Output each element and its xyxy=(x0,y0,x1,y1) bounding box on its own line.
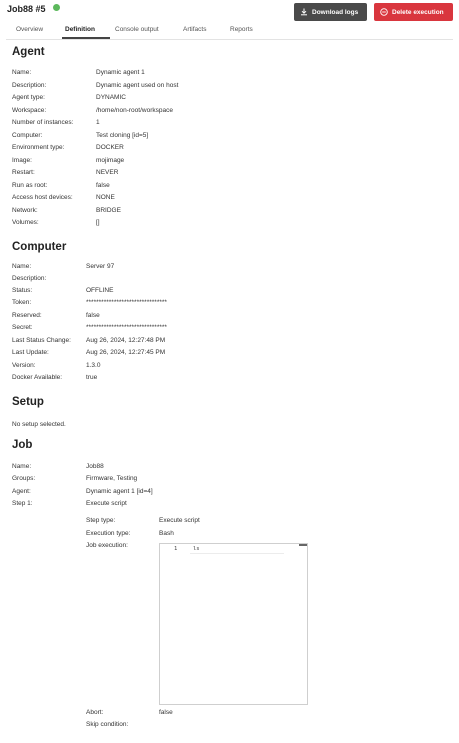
computer-token-label: Token: xyxy=(12,299,32,306)
computer-secret-label: Secret: xyxy=(12,324,33,331)
agent-host-devices-label: Access host devices: xyxy=(12,194,73,201)
agent-instances-value: 1 xyxy=(96,119,100,126)
agent-description-label: Description: xyxy=(12,82,47,89)
editor-scrollbar[interactable] xyxy=(299,544,307,546)
tab-artifacts[interactable]: Artifacts xyxy=(183,26,207,33)
agent-restart-value: NEVER xyxy=(96,169,119,176)
computer-name-value: Server 97 xyxy=(86,263,115,270)
computer-last-update-label: Last Update: xyxy=(12,349,49,356)
status-indicator xyxy=(53,4,60,11)
execution-type-value: Bash xyxy=(159,530,174,537)
job-groups-value: Firmware, Testing xyxy=(86,475,138,482)
download-logs-button[interactable] xyxy=(294,3,367,21)
agent-host-devices-value: NONE xyxy=(96,194,115,201)
agent-run-as-root-label: Run as root: xyxy=(12,182,48,189)
job-name-label: Name: xyxy=(12,463,32,470)
tab-console-output[interactable]: Console output xyxy=(115,26,159,33)
agent-image-value: mojimage xyxy=(96,157,125,164)
setup-empty-text: No setup selected. xyxy=(12,421,66,428)
tab-reports[interactable]: Reports xyxy=(230,26,253,33)
agent-name-label: Name: xyxy=(12,69,32,76)
agent-type-label: Agent type: xyxy=(12,94,45,101)
minus-circle-icon xyxy=(380,8,388,16)
delete-execution-button[interactable] xyxy=(374,3,453,21)
download-logs-label: Download logs xyxy=(312,8,359,16)
skip-condition-label: Skip condition: xyxy=(86,721,129,728)
abort-label: Abort: xyxy=(86,709,104,716)
job-execution-code-editor[interactable] xyxy=(159,543,308,705)
agent-run-as-root-value: false xyxy=(96,182,110,189)
job-step-1-value: Execute script xyxy=(86,500,127,507)
agent-instances-label: Number of instances: xyxy=(12,119,74,126)
computer-last-update-value: Aug 26, 2024, 12:27:45 PM xyxy=(86,349,166,356)
agent-network-label: Network: xyxy=(12,207,38,214)
job-step-1-label: Step 1: xyxy=(12,500,33,507)
job-groups-label: Groups: xyxy=(12,475,36,482)
delete-execution-label: Delete execution xyxy=(392,8,444,16)
computer-token-value: ******************************** xyxy=(86,299,167,306)
agent-workspace-value: /home/non-root/workspace xyxy=(96,107,173,114)
computer-section-title: Computer xyxy=(12,241,67,253)
job-name-value: Job88 xyxy=(86,463,104,470)
setup-section-title: Setup xyxy=(12,396,44,408)
job-execution-label: Job execution: xyxy=(86,542,128,549)
computer-name-label: Name: xyxy=(12,263,32,270)
agent-workspace-label: Workspace: xyxy=(12,107,47,114)
tab-overview[interactable]: Overview xyxy=(16,26,44,33)
computer-reserved-label: Reserved: xyxy=(12,312,42,319)
download-icon xyxy=(300,8,308,16)
agent-computer-label: Computer: xyxy=(12,132,43,139)
job-section-title: Job xyxy=(12,439,33,451)
tab-bar xyxy=(6,24,453,40)
computer-last-status-change-label: Last Status Change: xyxy=(12,337,71,344)
tab-definition[interactable]: Definition xyxy=(65,26,95,33)
active-tab-indicator xyxy=(62,37,110,39)
job-agent-value: Dynamic agent 1 [id=4] xyxy=(86,488,153,495)
agent-environment-value: DOCKER xyxy=(96,144,124,151)
computer-docker-available-value: true xyxy=(86,374,98,381)
computer-status-value: OFFLINE xyxy=(86,287,114,294)
abort-value: false xyxy=(159,709,173,716)
agent-type-value: DYNAMIC xyxy=(96,94,126,101)
job-agent-label: Agent: xyxy=(12,488,31,495)
agent-volumes-value: [] xyxy=(96,219,100,226)
computer-description-label: Description: xyxy=(12,275,47,282)
editor-line-number: 1 xyxy=(174,546,178,552)
agent-name-value: Dynamic agent 1 xyxy=(96,69,145,76)
editor-active-line xyxy=(190,553,284,554)
agent-volumes-label: Volumes: xyxy=(12,219,39,226)
step-type-value: Execute script xyxy=(159,517,200,524)
computer-version-label: Version: xyxy=(12,362,36,369)
page-header xyxy=(0,0,459,24)
agent-image-label: Image: xyxy=(12,157,32,164)
computer-secret-value: ******************************** xyxy=(86,324,167,331)
agent-computer-value: Test cloning [id=5] xyxy=(96,132,149,139)
editor-code-line[interactable]: ls xyxy=(193,546,200,552)
execution-type-label: Execution type: xyxy=(86,530,131,537)
agent-section-title: Agent xyxy=(12,46,45,58)
agent-description-value: Dynamic agent used on host xyxy=(96,82,179,89)
computer-reserved-value: false xyxy=(86,312,100,319)
step-type-label: Step type: xyxy=(86,517,116,524)
computer-docker-available-label: Docker Available: xyxy=(12,374,63,381)
computer-version-value: 1.3.0 xyxy=(86,362,101,369)
agent-network-value: BRIDGE xyxy=(96,207,121,214)
agent-environment-label: Environment type: xyxy=(12,144,65,151)
computer-last-status-change-value: Aug 26, 2024, 12:27:48 PM xyxy=(86,337,166,344)
computer-status-label: Status: xyxy=(12,287,33,294)
agent-restart-label: Restart: xyxy=(12,169,35,176)
page-title: Job88 #5 xyxy=(7,4,46,14)
